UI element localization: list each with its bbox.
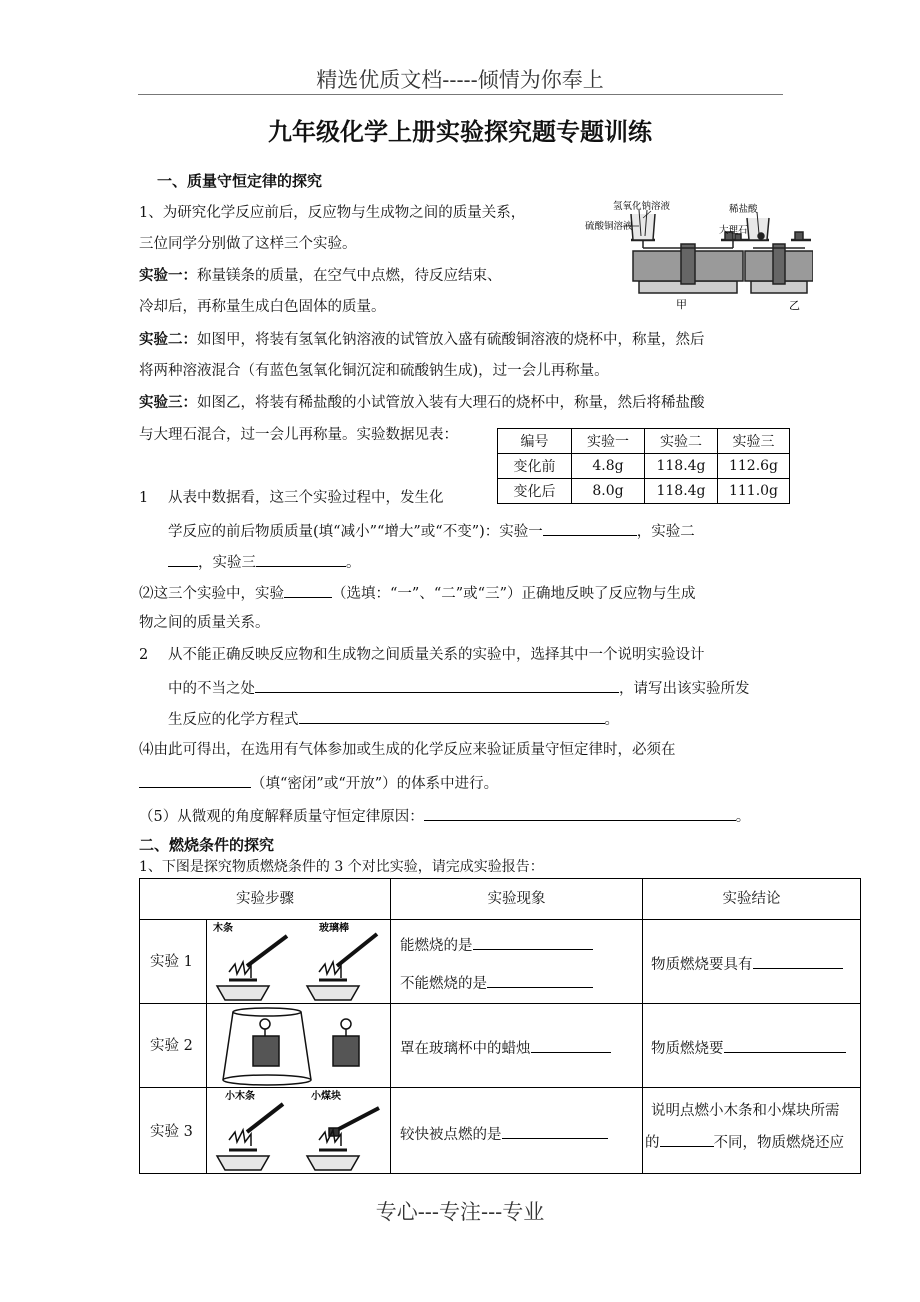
balance-figure: [583, 196, 813, 314]
answer-blank-q2[interactable]: [284, 582, 332, 598]
table-header-cell: 编号: [498, 429, 572, 454]
balance-jia: [631, 210, 745, 293]
answer-blank-row1-noburn[interactable]: [487, 972, 593, 988]
small-wood-burner: [217, 1104, 283, 1170]
s1-intro-line2: 三位同学分别做了这样三个实验。: [139, 236, 357, 252]
answer-blank-q5[interactable]: [424, 805, 736, 821]
row3-phenomenon: [400, 1123, 608, 1145]
report-row2-name-text: 实验 2: [150, 1038, 193, 1054]
exp3-label: 实验三：: [139, 395, 197, 411]
row2-conclusion: [651, 1037, 846, 1059]
exp2-label: 实验二：: [139, 332, 197, 348]
label-cuso4: 硫酸铜溶液: [585, 221, 633, 232]
table-header-row: [498, 429, 790, 454]
wood-stick-burner: [217, 936, 287, 1000]
q3-line1: 从不能正确反映反应物和生成物之间质量关系的实验中，选择其中一个说明实验设计: [168, 647, 705, 663]
q3-text-b: ，请写出该实验所发: [619, 681, 750, 697]
q2-line1: [139, 582, 695, 604]
row1-concl-text: 物质燃烧要具有: [651, 957, 753, 973]
answer-blank-row2-phen[interactable]: [531, 1037, 611, 1053]
report-row1-phenomenon: [390, 919, 643, 1004]
label-yi: 乙: [789, 299, 800, 312]
row2-phen-text: 罩在玻璃杯中的蜡烛: [400, 1041, 531, 1057]
balance-yi: [745, 212, 813, 293]
table-row: [498, 479, 790, 504]
answer-blank-exp3[interactable]: [256, 551, 346, 567]
fig3-label-coal: 小煤块: [311, 1091, 341, 1102]
page-header: 精选优质文档-----倾情为你奉上: [316, 68, 604, 92]
answer-blank-row1-concl[interactable]: [753, 953, 843, 969]
figure-candle-cup: [207, 1004, 390, 1087]
combustion-report-table: [139, 878, 861, 1174]
answer-blank-q3-equation[interactable]: [299, 708, 605, 724]
s1-exp2-line1: [139, 330, 705, 350]
exp2-text1: 如图甲，将装有氢氧化钠溶液的试管放入盛有硫酸铜溶液的烧杯中，称量，然后: [197, 332, 705, 348]
q3-line3: [168, 708, 619, 730]
row3-conclusion-2: [645, 1131, 844, 1153]
answer-blank-row3-phen[interactable]: [502, 1123, 608, 1139]
row3-concl-text-b: 不同，物质燃烧还应: [713, 1135, 844, 1151]
report-row2-conclusion: [642, 1003, 861, 1088]
mass-data-table: [497, 428, 790, 504]
s1-exp1-line2: 冷却后，再称量生成白色固体的质量。: [139, 299, 386, 315]
answer-blank-row1-burn[interactable]: [473, 934, 593, 950]
s1-exp1-line1: [139, 266, 502, 286]
q3-text-a: 中的不当之处: [168, 681, 255, 697]
report-row3-figure: [206, 1087, 391, 1174]
page-footer: 专心---专注---专业: [375, 1200, 545, 1224]
report-row3-conclusion: [642, 1087, 861, 1174]
table-header-cell: 实验三: [718, 429, 790, 454]
q2-text-b: （选填：“一”、“二”或“三”）正确地反映了反应物与生成: [332, 586, 696, 602]
answer-blank-row2-concl[interactable]: [724, 1037, 846, 1053]
table-header-cell: 实验一: [572, 429, 645, 454]
q5-text-a: （5）从微观的角度解释质量守恒定律原因：: [139, 809, 424, 825]
q5-line1: [139, 805, 750, 827]
q1-number: 1: [139, 490, 149, 506]
answer-blank-row3-concl[interactable]: [660, 1131, 714, 1147]
q1-line1: 从表中数据看，这三个实验过程中，发生化: [168, 490, 444, 506]
q1-text-a: 学反应的前后物质质量(填“减小”“增大”或“不变”)：实验一: [168, 524, 543, 540]
row1-phen2-text: 不能燃烧的是: [400, 976, 487, 992]
row3-conclusion-1: 说明点燃小木条和小煤块所需: [651, 1103, 840, 1119]
report-row3-name-text: 实验 3: [150, 1124, 193, 1140]
label-jia: 甲: [676, 298, 687, 311]
covered-candle: [223, 1008, 311, 1085]
glass-rod-burner: [307, 934, 377, 1000]
s1-intro-line1: 1、为研究化学反应前后，反应物与生成物之间的质量关系，: [139, 205, 526, 221]
fig1-label-wood: 木条: [213, 923, 233, 934]
table-cell: 变化前: [498, 454, 572, 479]
row3-concl-text-a: 的: [645, 1135, 660, 1151]
row2-phenomenon: [400, 1037, 611, 1059]
report-row3-phenomenon: [390, 1087, 643, 1174]
report-row1-name-text: 实验 1: [150, 954, 193, 970]
small-coal-burner: [307, 1108, 379, 1170]
open-candle: [333, 1019, 359, 1066]
answer-blank-exp1[interactable]: [543, 520, 637, 536]
table-cell: 118.4g: [645, 454, 718, 479]
answer-blank-q4[interactable]: [139, 772, 251, 788]
report-row2-phenomenon: [390, 1003, 643, 1088]
exp3-text1: 如图乙，将装有稀盐酸的小试管放入装有大理石的烧杯中，称量，然后将稀盐酸: [197, 395, 705, 411]
table-cell: 4.8g: [572, 454, 645, 479]
s1-exp2-line2: 将两种溶液混合（有蓝色氢氧化铜沉淀和硫酸钠生成)，过一会儿再称量。: [139, 363, 609, 379]
report-row2-name: [139, 1003, 207, 1088]
page-title: 九年级化学上册实验探究题专题训练: [268, 118, 652, 146]
fig1-label-glass: 玻璃棒: [319, 923, 349, 934]
q3-number: 2: [139, 647, 149, 663]
q1-line2: [168, 520, 695, 542]
report-row2-figure: [206, 1003, 391, 1088]
table-cell: 118.4g: [645, 479, 718, 504]
report-header-step-text: 实验步骤: [236, 891, 294, 907]
table-cell: 变化后: [498, 479, 572, 504]
label-hcl: 稀盐酸: [729, 204, 758, 215]
section2-heading: 二、燃烧条件的探究: [139, 836, 275, 854]
q3-text-d: 。: [604, 712, 619, 728]
q3-text-c: 生反应的化学方程式: [168, 712, 299, 728]
q1-line3: [168, 551, 361, 573]
table-cell: 112.6g: [718, 454, 790, 479]
exp1-text1: 称量镁条的质量，在空气中点燃，待反应结束、: [197, 268, 502, 284]
table-cell: 8.0g: [572, 479, 645, 504]
table-row: [498, 454, 790, 479]
q5-text-b: 。: [735, 809, 751, 825]
header-divider: [138, 94, 783, 95]
label-naoh: 氢氧化钠溶液: [613, 201, 671, 212]
q1-text-c: ，实验三: [198, 555, 256, 571]
report-row3-name: [139, 1087, 207, 1174]
q4-text: （填“密闭”或“开放”）的体系中进行。: [251, 776, 499, 792]
figure-wood-glass: [207, 920, 390, 1003]
answer-blank-exp2[interactable]: [168, 551, 198, 567]
label-marble: 大理石: [719, 225, 748, 236]
report-header-step: [139, 878, 391, 920]
q4-line1: ⑷由此可得出，在选用有气体参加或生成的化学反应来验证质量守恒定律时，必须在: [139, 742, 676, 758]
s2-intro: 1、下图是探究物质燃烧条件的 3 个对比实验，请完成实验报告：: [139, 859, 544, 875]
report-header-conclusion: [642, 878, 861, 920]
report-row1-conclusion: [642, 919, 861, 1004]
answer-blank-q3-flaw[interactable]: [255, 677, 619, 693]
row1-conclusion: [651, 953, 843, 975]
q2-text-a: ⑵这三个实验中，实验: [139, 586, 284, 602]
row2-concl-text: 物质燃烧要: [651, 1041, 724, 1057]
table-cell: 111.0g: [718, 479, 790, 504]
table-header-cell: 实验二: [645, 429, 718, 454]
report-header-phenomenon-text: 实验现象: [487, 891, 546, 907]
row3-phen-text: 较快被点燃的是: [400, 1127, 502, 1143]
row1-phenomenon-2: [400, 972, 593, 994]
q3-line2: [168, 677, 750, 699]
report-header-phenomenon: [390, 878, 643, 920]
report-row1-name: [139, 919, 207, 1004]
report-header-conclusion-text: 实验结论: [722, 891, 781, 907]
s1-exp3-line2: 与大理石混合，过一会儿再称量。实验数据见表：: [139, 427, 458, 443]
q1-text-b: ，实验二: [636, 524, 695, 540]
row1-phen1-text: 能燃烧的是: [400, 938, 473, 954]
q4-line2: [139, 772, 498, 794]
figure-wood-coal: [207, 1088, 390, 1173]
q2-line2: 物之间的质量关系。: [139, 615, 270, 631]
q1-text-d: 。: [346, 555, 361, 571]
report-row1-figure: [206, 919, 391, 1004]
exp1-label: 实验一：: [139, 268, 197, 284]
row1-phenomenon-1: [400, 934, 593, 956]
section1-heading: 一、质量守恒定律的探究: [157, 172, 323, 190]
s1-exp3-line1: [139, 393, 705, 413]
fig3-label-wood: 小木条: [225, 1091, 255, 1102]
